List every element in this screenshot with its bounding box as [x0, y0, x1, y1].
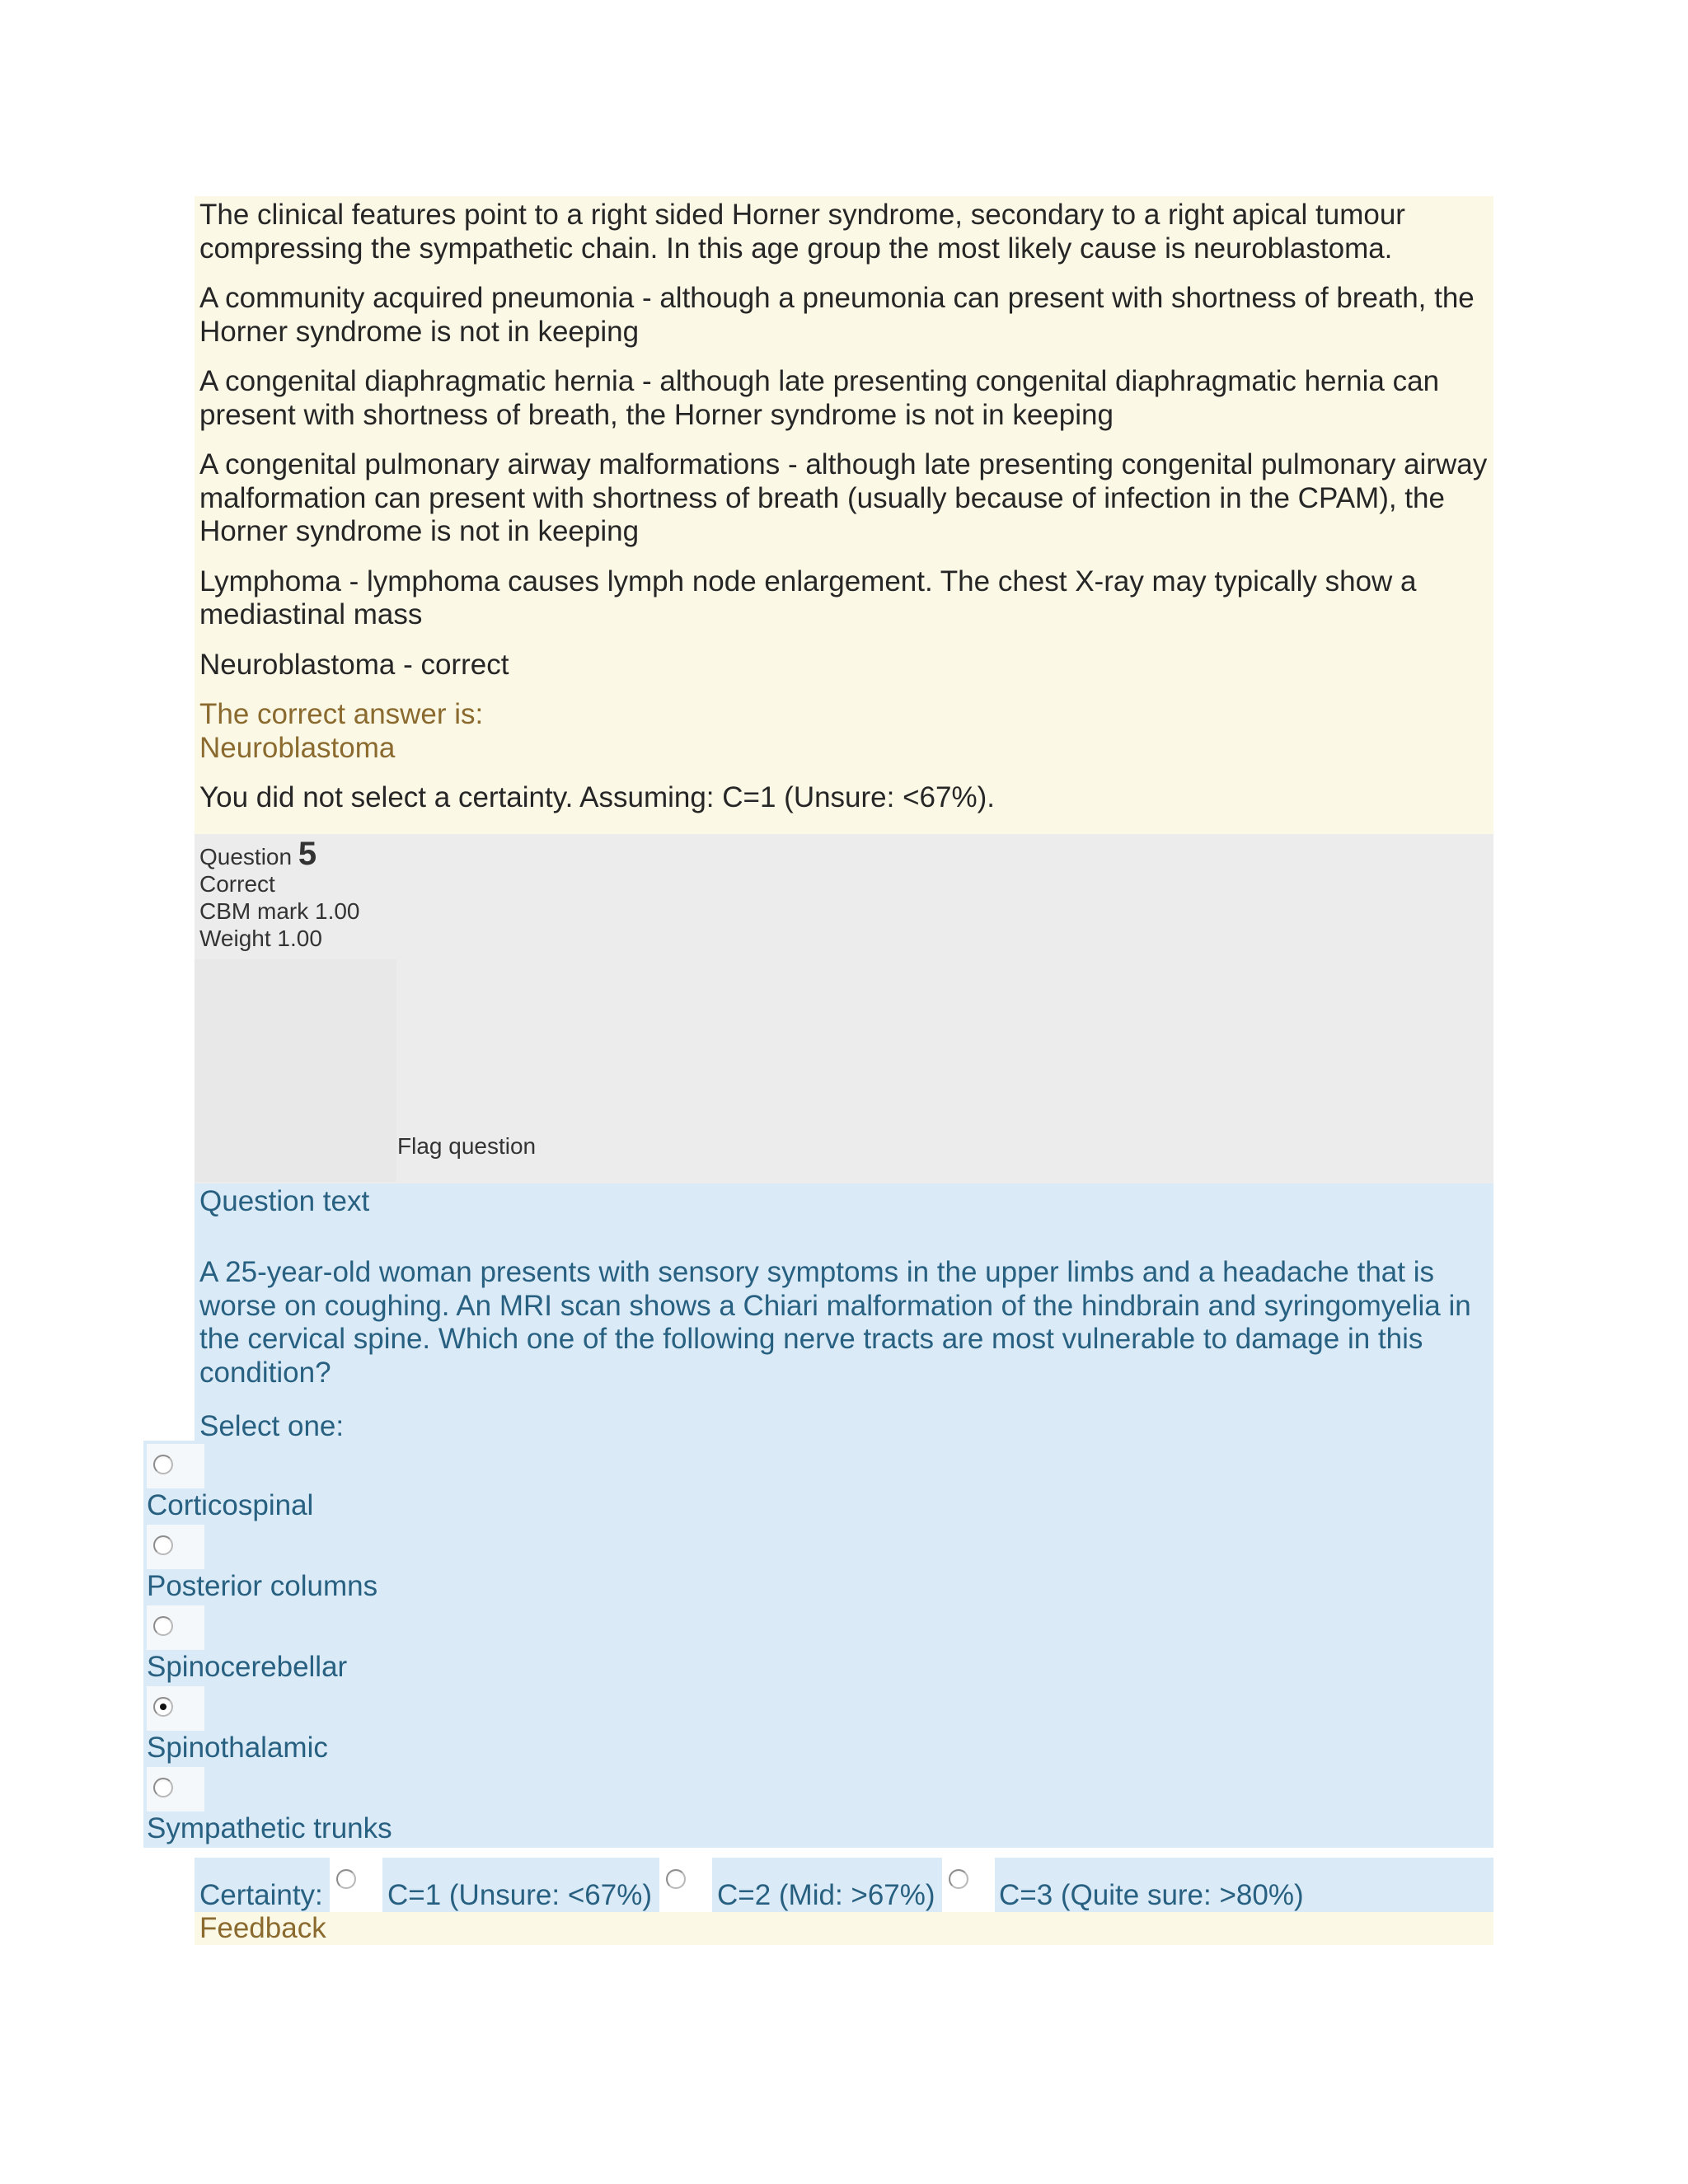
- certainty-label: Certainty:: [199, 1879, 323, 1911]
- question-body: A 25-year-old woman presents with sensory symptoms in the upper limbs and a headache that is worse on coughing. An MRI scan shows a Chiari malformation of the hindbrain and syringomyelia in the cervical spine. Which one of the following nerve tracts are most vulnerable to damage in this condition?: [199, 1256, 1471, 1389]
- feedback-paragraph: Lymphoma - lymphoma causes lymph node enlargement. The chest X-ray may typically show a mediastinal mass: [199, 565, 1417, 630]
- radio-button[interactable]: [153, 1455, 173, 1474]
- certainty-option-label[interactable]: C=1 (Unsure: <67%): [387, 1879, 652, 1911]
- question-info-panel: [195, 834, 1493, 1183]
- option-radio-box[interactable]: [147, 1686, 204, 1731]
- feedback-paragraph: A congenital diaphragmatic hernia - although late presenting congenital diaphragmatic hernia can present with shortness of breath, the Horner syndrome is not in keeping: [199, 365, 1440, 431]
- certainty-radio-box[interactable]: [942, 1858, 995, 1912]
- certainty-radio-box[interactable]: [659, 1858, 712, 1912]
- select-one-prompt: Select one:: [199, 1410, 345, 1442]
- feedback-label: Feedback: [199, 1912, 326, 1944]
- question-status: Correct: [199, 871, 275, 897]
- feedback-paragraph: The clinical features point to a right sided Horner syndrome, secondary to a right apical tumour compressing the sympathetic chain. In this age group the most likely cause is neuroblastoma.: [199, 199, 1405, 265]
- radio-button[interactable]: [336, 1869, 356, 1889]
- option-label[interactable]: Posterior columns: [147, 1570, 378, 1602]
- radio-button-selected[interactable]: [153, 1697, 173, 1717]
- question-text-heading: Question text: [199, 1185, 370, 1217]
- option-radio-box[interactable]: [147, 1525, 204, 1569]
- option-radio-box[interactable]: [147, 1605, 204, 1650]
- certainty-option-label[interactable]: C=2 (Mid: >67%): [717, 1879, 935, 1911]
- radio-button[interactable]: [153, 1535, 173, 1555]
- radio-button[interactable]: [949, 1869, 968, 1889]
- correct-answer: [199, 698, 1489, 765]
- question-weight: Weight 1.00: [199, 926, 322, 951]
- option-label[interactable]: Spinothalamic: [147, 1732, 328, 1764]
- flag-question-link[interactable]: Flag question: [397, 1133, 537, 1159]
- certainty-note: You did not select a certainty. Assuming: C=1 (Unsure: <67%).: [199, 781, 995, 813]
- feedback-panel: [195, 196, 1493, 834]
- option-radio-box[interactable]: [147, 1767, 204, 1811]
- question-number-value: 5: [298, 836, 317, 872]
- feedback-bottom-panel: [195, 1912, 1493, 1945]
- certainty-option-label[interactable]: C=3 (Quite sure: >80%): [999, 1879, 1304, 1911]
- certainty-radio-box[interactable]: [330, 1858, 382, 1912]
- feedback-paragraph: Neuroblastoma - correct: [199, 648, 509, 681]
- question-number: [199, 836, 1489, 872]
- question-label: Question: [199, 844, 293, 869]
- flag-area: [195, 959, 396, 1182]
- option-label[interactable]: Sympathetic trunks: [147, 1812, 392, 1844]
- correct-answer-label: The correct answer is:: [199, 698, 484, 730]
- radio-button[interactable]: [666, 1869, 686, 1889]
- correct-answer-value: Neuroblastoma: [199, 731, 396, 764]
- feedback-paragraph: A community acquired pneumonia - although a pneumonia can present with shortness of breath, the Horner syndrome is not in keeping: [199, 282, 1475, 348]
- radio-button[interactable]: [153, 1616, 173, 1636]
- option-label[interactable]: Corticospinal: [147, 1489, 314, 1521]
- feedback-paragraph: A congenital pulmonary airway malformations - although late presenting congenital pulmonary airway malformation can present with shortness of breath (usually because of infection in the CPAM), the Horner syndrome is not in keeping: [199, 448, 1488, 547]
- radio-button[interactable]: [153, 1778, 173, 1797]
- cbm-mark: CBM mark 1.00: [199, 898, 360, 924]
- option-radio-box[interactable]: [147, 1444, 204, 1488]
- option-label[interactable]: Spinocerebellar: [147, 1651, 348, 1683]
